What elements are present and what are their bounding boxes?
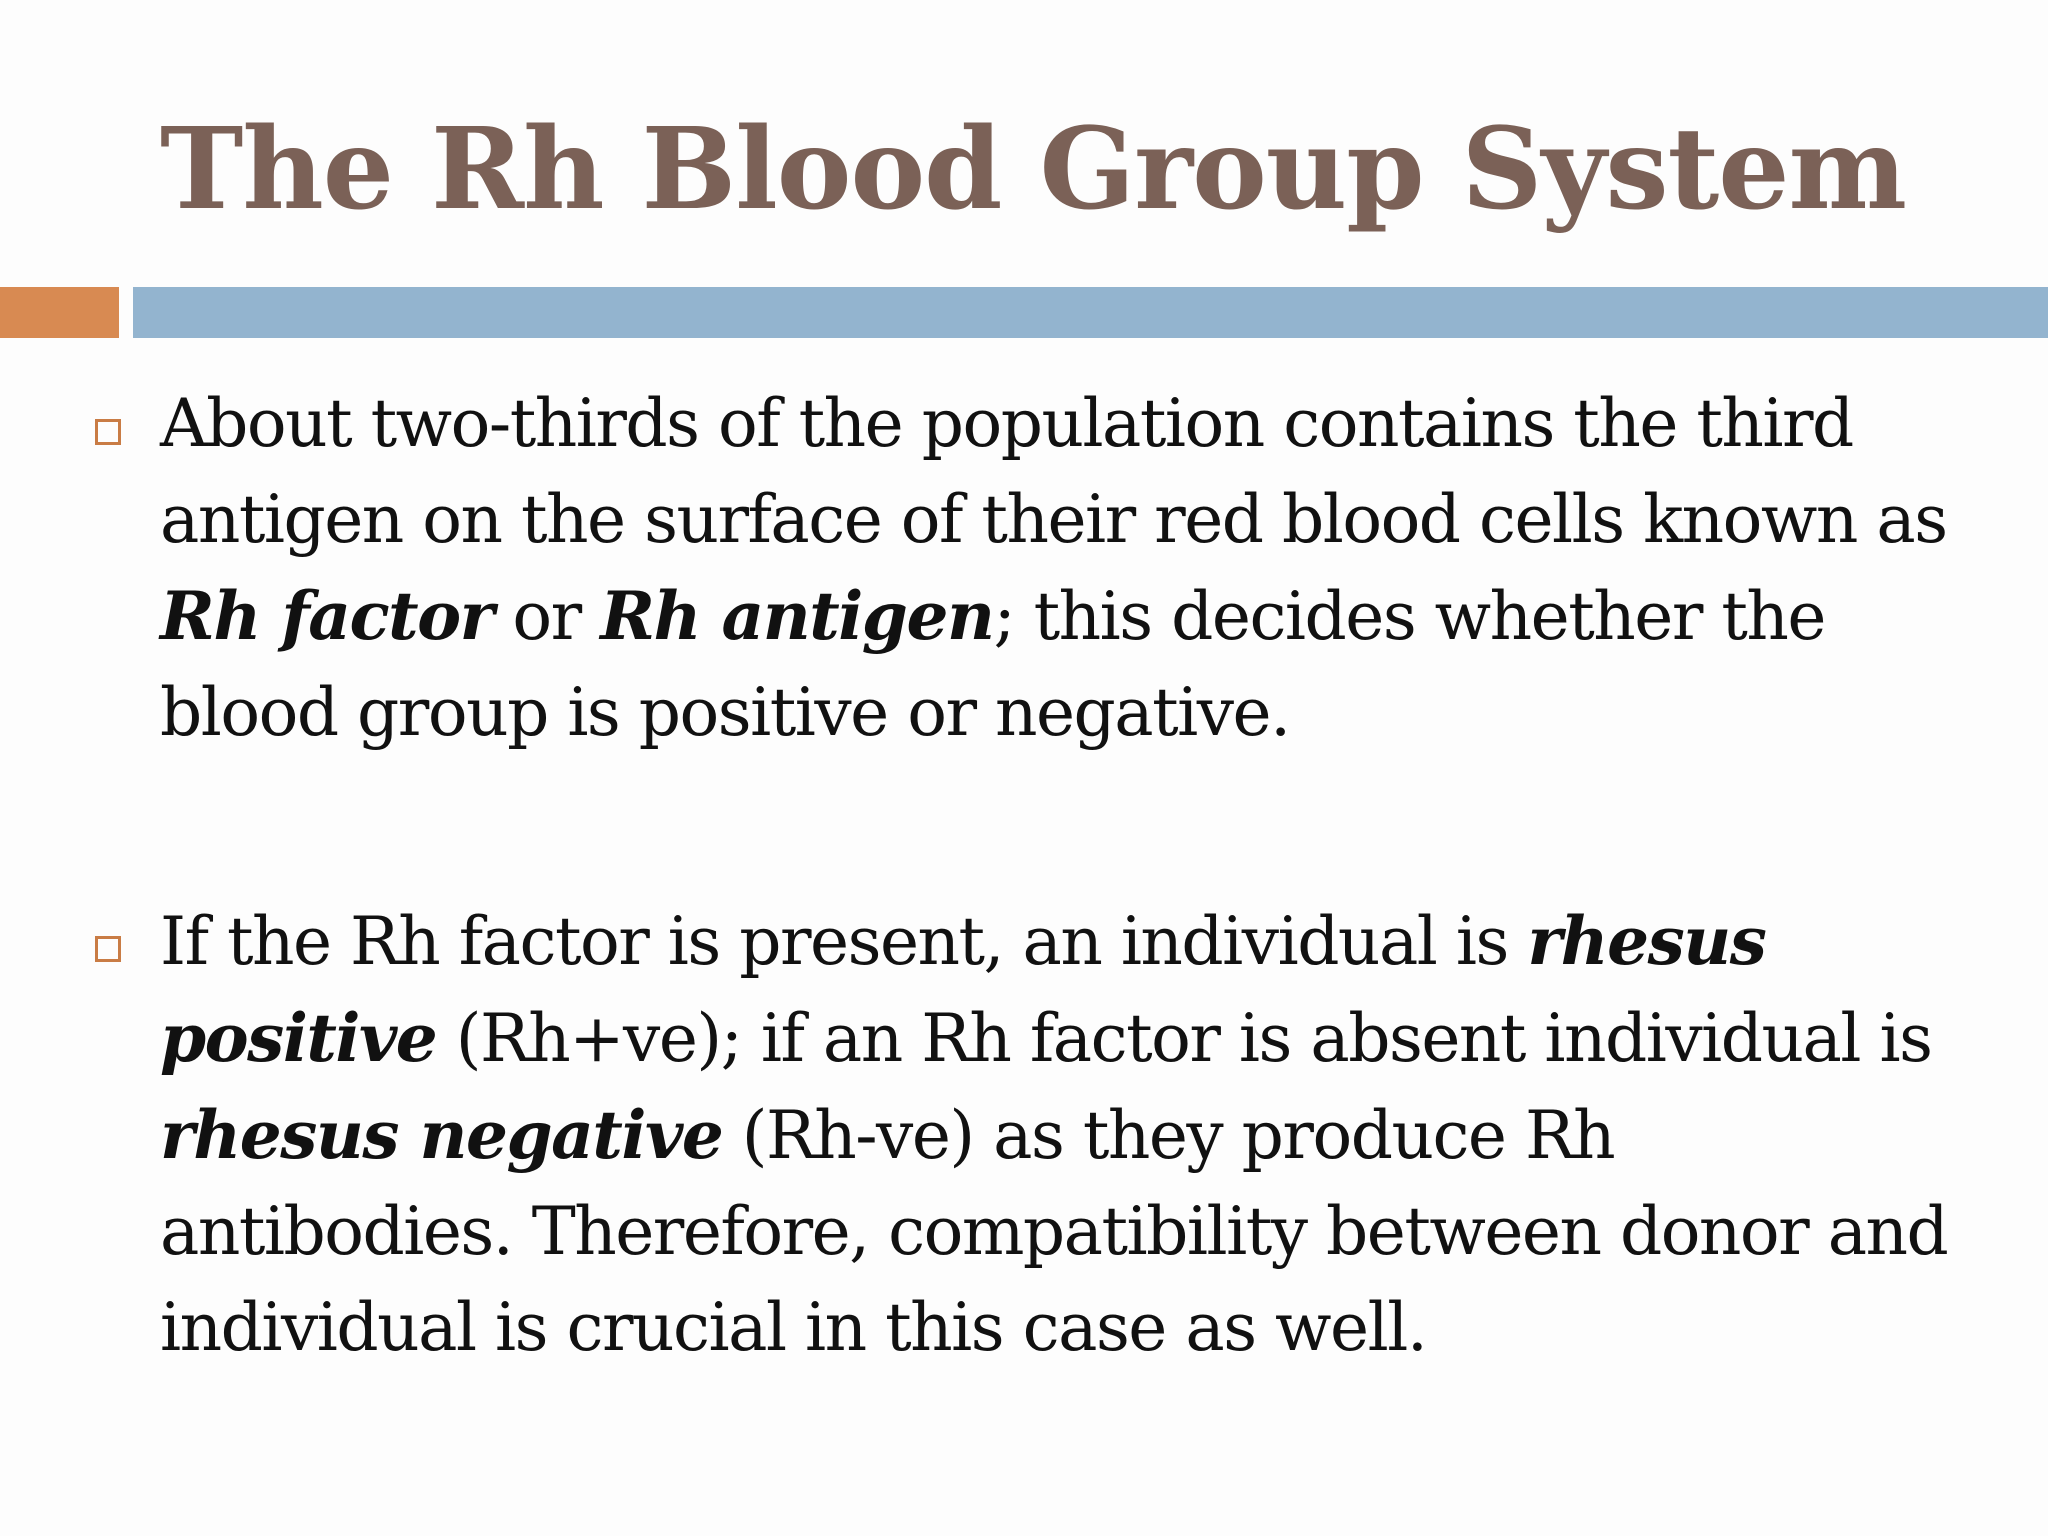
bullet-text-segment: About two-thirds of the population contains the third antigen on the surface of their red blood cells known as bbox=[160, 385, 1947, 558]
bullet-emphasis: rhesus positive bbox=[160, 902, 1766, 1077]
bullet-text-segment: ; this decides whether the blood group is positive or negative. bbox=[160, 578, 1825, 751]
bullet-text bbox=[160, 376, 1960, 761]
bullet-text-segment: (Rh+ve); if an Rh factor is absent individual is bbox=[436, 1000, 1932, 1077]
title-accent-bar bbox=[0, 287, 119, 338]
bullet-emphasis: Rh antigen bbox=[600, 577, 994, 655]
bullet-emphasis: Rh factor bbox=[160, 577, 493, 655]
bullet-text-segment: If the Rh factor is present, an individual is bbox=[160, 903, 1528, 980]
title-divider-bar bbox=[133, 287, 2048, 338]
slide-title: The Rh Blood Group System bbox=[160, 104, 1907, 235]
hollow-square-bullet-icon bbox=[95, 419, 121, 445]
hollow-square-bullet-icon bbox=[95, 936, 121, 962]
bullet-text-segment: (Rh-ve) as they produce Rh antibodies. Therefore, compatibility between donor and individual is crucial in this case as well. bbox=[160, 1097, 1948, 1366]
bullet-emphasis: rhesus negative bbox=[160, 1096, 723, 1174]
bullet-text bbox=[160, 893, 1960, 1376]
bullet-text-segment: or bbox=[492, 578, 601, 655]
